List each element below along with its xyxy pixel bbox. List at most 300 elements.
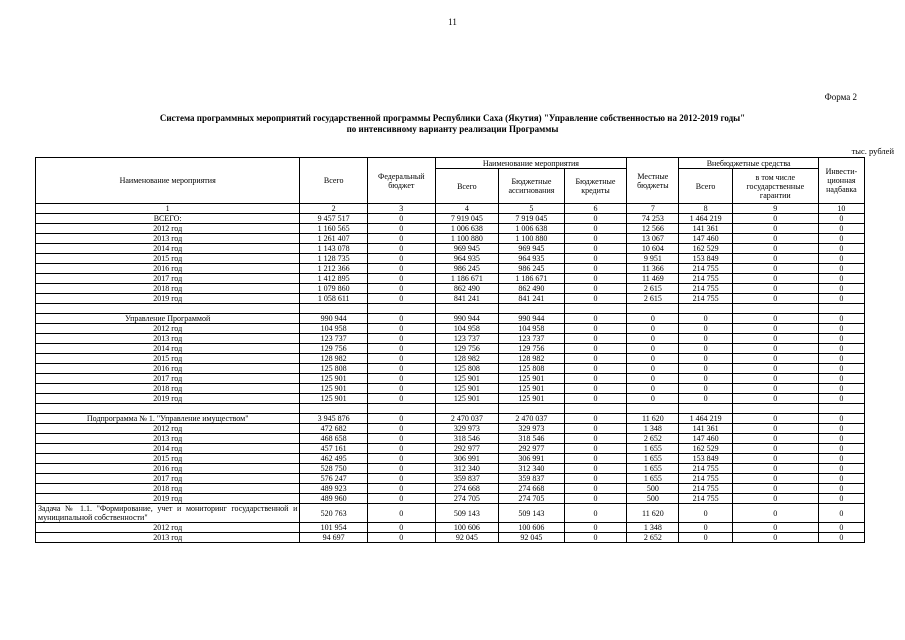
table-row — [36, 484, 865, 494]
value-cell: 489 923 — [300, 484, 368, 494]
value-cell: 125 808 — [300, 364, 368, 374]
value-cell: 0 — [818, 224, 864, 234]
table-row — [36, 454, 865, 464]
value-cell: 125 901 — [300, 384, 368, 394]
value-cell: 0 — [367, 224, 435, 234]
value-cell: 0 — [564, 334, 627, 344]
value-cell: 0 — [732, 274, 818, 284]
value-cell: 990 944 — [300, 314, 368, 324]
value-cell: 0 — [564, 244, 627, 254]
header-extrabudget-total: Всего — [679, 169, 732, 204]
table-row — [36, 414, 865, 424]
value-cell: 153 849 — [679, 454, 732, 464]
value-cell: 12 566 — [627, 224, 679, 234]
value-cell: 1 655 — [627, 474, 679, 484]
value-cell: 0 — [679, 364, 732, 374]
value-cell: 2 652 — [627, 434, 679, 444]
year-label: 2013 год — [36, 234, 300, 244]
year-label: 2018 год — [36, 384, 300, 394]
value-cell: 0 — [679, 324, 732, 334]
empty-cell — [367, 404, 435, 414]
value-cell: 0 — [627, 344, 679, 354]
value-cell: 312 340 — [435, 464, 499, 474]
value-cell: 92 045 — [499, 533, 565, 543]
value-cell: 0 — [627, 364, 679, 374]
value-cell: 0 — [818, 244, 864, 254]
value-cell: 214 755 — [679, 494, 732, 504]
empty-cell — [732, 404, 818, 414]
value-cell: 0 — [564, 354, 627, 364]
year-label: 2012 год — [36, 523, 300, 533]
value-cell: 0 — [564, 224, 627, 234]
document-title — [60, 113, 845, 135]
table-row — [36, 294, 865, 304]
value-cell: 509 143 — [435, 504, 499, 523]
value-cell: 0 — [367, 294, 435, 304]
value-cell: 468 658 — [300, 434, 368, 444]
value-cell: 0 — [679, 344, 732, 354]
value-cell: 862 490 — [435, 284, 499, 294]
value-cell: 359 837 — [499, 474, 565, 484]
value-cell: 0 — [732, 314, 818, 324]
value-cell: 0 — [367, 384, 435, 394]
table-row — [36, 474, 865, 484]
value-cell: 0 — [818, 354, 864, 364]
empty-cell — [627, 404, 679, 414]
value-cell: 990 944 — [499, 314, 565, 324]
value-cell: 1 348 — [627, 424, 679, 434]
year-label: 2014 год — [36, 444, 300, 454]
value-cell: 141 361 — [679, 224, 732, 234]
year-label: 2017 год — [36, 474, 300, 484]
value-cell: 0 — [367, 454, 435, 464]
year-label: 2012 год — [36, 324, 300, 334]
empty-cell — [564, 304, 627, 314]
value-cell: 0 — [367, 474, 435, 484]
value-cell: 1 006 638 — [435, 224, 499, 234]
value-cell: 329 973 — [435, 424, 499, 434]
value-cell: 0 — [732, 294, 818, 304]
value-cell: 0 — [367, 344, 435, 354]
value-cell: 0 — [732, 344, 818, 354]
col-number: 6 — [564, 204, 627, 214]
table-row — [36, 374, 865, 384]
value-cell: 0 — [818, 523, 864, 533]
empty-cell — [36, 304, 300, 314]
value-cell: 0 — [818, 264, 864, 274]
value-cell: 0 — [367, 364, 435, 374]
value-cell: 462 495 — [300, 454, 368, 464]
table-row — [36, 364, 865, 374]
value-cell: 0 — [679, 394, 732, 404]
value-cell: 214 755 — [679, 484, 732, 494]
value-cell: 129 756 — [435, 344, 499, 354]
value-cell: 0 — [367, 284, 435, 294]
value-cell: 0 — [367, 264, 435, 274]
value-cell: 0 — [679, 533, 732, 543]
value-cell: 153 849 — [679, 254, 732, 264]
value-cell: 125 901 — [499, 394, 565, 404]
empty-cell — [435, 304, 499, 314]
value-cell: 0 — [732, 444, 818, 454]
value-cell: 214 755 — [679, 294, 732, 304]
value-cell: 0 — [564, 504, 627, 523]
year-label: 2012 год — [36, 224, 300, 234]
value-cell: 2 470 037 — [499, 414, 565, 424]
value-cell: 0 — [564, 474, 627, 484]
value-cell: 274 668 — [435, 484, 499, 494]
table-row — [36, 334, 865, 344]
value-cell: 1 412 895 — [300, 274, 368, 284]
col-number: 8 — [679, 204, 732, 214]
value-cell: 0 — [732, 284, 818, 294]
value-cell: 0 — [564, 264, 627, 274]
value-cell: 0 — [627, 334, 679, 344]
value-cell: 0 — [818, 294, 864, 304]
value-cell: 0 — [564, 374, 627, 384]
table-row — [36, 354, 865, 364]
value-cell: 528 750 — [300, 464, 368, 474]
value-cell: 520 763 — [300, 504, 368, 523]
value-cell: 0 — [679, 384, 732, 394]
value-cell: 1 348 — [627, 523, 679, 533]
table-row — [36, 464, 865, 474]
value-cell: 0 — [679, 504, 732, 523]
value-cell: 100 606 — [435, 523, 499, 533]
value-cell: 0 — [818, 324, 864, 334]
header-invest: Инвести-ционная надбавка — [818, 158, 864, 204]
value-cell: 0 — [818, 394, 864, 404]
value-cell: 0 — [679, 523, 732, 533]
value-cell: 0 — [564, 444, 627, 454]
value-cell: 862 490 — [499, 284, 565, 294]
page-number: 11 — [448, 17, 457, 27]
value-cell: 0 — [564, 424, 627, 434]
value-cell: 990 944 — [435, 314, 499, 324]
value-cell: 1 143 078 — [300, 244, 368, 254]
value-cell: 92 045 — [435, 533, 499, 543]
value-cell: 1 261 407 — [300, 234, 368, 244]
value-cell: 0 — [732, 234, 818, 244]
table-row — [36, 274, 865, 284]
value-cell: 964 935 — [435, 254, 499, 264]
header-total: Всего — [300, 158, 368, 204]
value-cell: 0 — [732, 264, 818, 274]
year-label: 2018 год — [36, 484, 300, 494]
value-cell: 0 — [732, 334, 818, 344]
value-cell: 125 901 — [435, 384, 499, 394]
value-cell: 0 — [818, 214, 864, 224]
table-row — [36, 284, 865, 294]
value-cell: 0 — [818, 424, 864, 434]
value-cell: 0 — [732, 324, 818, 334]
value-cell: 274 705 — [435, 494, 499, 504]
value-cell: 318 546 — [435, 434, 499, 444]
value-cell: 100 606 — [499, 523, 565, 533]
header-measures-total: Всего — [435, 169, 499, 204]
empty-cell — [300, 404, 368, 414]
value-cell: 10 604 — [627, 244, 679, 254]
value-cell: 0 — [564, 254, 627, 264]
empty-cell — [435, 404, 499, 414]
value-cell: 0 — [564, 533, 627, 543]
value-cell: 0 — [732, 474, 818, 484]
year-label: 2017 год — [36, 274, 300, 284]
header-group-extrabudget: Внебюджетные средства — [679, 158, 818, 169]
value-cell: 457 161 — [300, 444, 368, 454]
unit-label: тыс. рублей — [851, 146, 894, 156]
value-cell: 214 755 — [679, 264, 732, 274]
empty-cell — [732, 304, 818, 314]
table-body — [36, 204, 865, 543]
header-state-guarantees: в том числе государственные гарантии — [732, 169, 818, 204]
value-cell: 1 655 — [627, 464, 679, 474]
value-cell: 0 — [818, 533, 864, 543]
value-cell: 125 901 — [435, 374, 499, 384]
column-numbers-row — [36, 204, 865, 214]
table-row — [36, 254, 865, 264]
value-cell: 1 100 880 — [499, 234, 565, 244]
value-cell: 0 — [367, 494, 435, 504]
value-cell: 0 — [818, 254, 864, 264]
table-row — [36, 324, 865, 334]
value-cell: 214 755 — [679, 464, 732, 474]
empty-cell — [679, 304, 732, 314]
value-cell: 1 186 671 — [499, 274, 565, 284]
value-cell: 1 464 219 — [679, 414, 732, 424]
value-cell: 359 837 — [435, 474, 499, 484]
value-cell: 0 — [564, 494, 627, 504]
value-cell: 1 006 638 — [499, 224, 565, 234]
value-cell: 162 529 — [679, 244, 732, 254]
title-line-1: Система программных мероприятий государственной программы Республики Саха (Якутия) "Управление собственностью на 2012-2019 годы" — [159, 113, 746, 123]
value-cell: 11 469 — [627, 274, 679, 284]
year-label: 2014 год — [36, 344, 300, 354]
value-cell: 0 — [732, 434, 818, 444]
table-row — [36, 214, 865, 224]
value-cell: 162 529 — [679, 444, 732, 454]
table-row — [36, 244, 865, 254]
value-cell: 0 — [367, 523, 435, 533]
empty-cell — [818, 404, 864, 414]
year-label: 2016 год — [36, 364, 300, 374]
value-cell: 0 — [564, 284, 627, 294]
value-cell: 214 755 — [679, 474, 732, 484]
value-cell: 125 901 — [499, 374, 565, 384]
value-cell: 0 — [818, 334, 864, 344]
value-cell: 74 253 — [627, 214, 679, 224]
year-label: 2015 год — [36, 454, 300, 464]
year-label: 2012 год — [36, 424, 300, 434]
value-cell: 125 901 — [499, 384, 565, 394]
value-cell: 7 919 045 — [499, 214, 565, 224]
value-cell: 1 655 — [627, 454, 679, 464]
value-cell: 1 655 — [627, 444, 679, 454]
value-cell: 0 — [818, 374, 864, 384]
value-cell: 0 — [818, 474, 864, 484]
value-cell: 0 — [679, 334, 732, 344]
table-row — [36, 424, 865, 434]
value-cell: 0 — [367, 533, 435, 543]
empty-cell — [564, 404, 627, 414]
value-cell: 489 960 — [300, 494, 368, 504]
header-budget-credits: Бюджетные кредиты — [564, 169, 627, 204]
value-cell: 0 — [367, 354, 435, 364]
value-cell: 0 — [732, 214, 818, 224]
year-label: 2016 год — [36, 464, 300, 474]
value-cell: 0 — [564, 394, 627, 404]
value-cell: 0 — [818, 464, 864, 474]
value-cell: 0 — [627, 314, 679, 324]
value-cell: 0 — [564, 434, 627, 444]
col-number: 3 — [367, 204, 435, 214]
value-cell: 3 945 876 — [300, 414, 368, 424]
value-cell: 0 — [818, 344, 864, 354]
header-group-measures: Наименование мероприятия — [435, 158, 627, 169]
value-cell: 0 — [679, 314, 732, 324]
value-cell: 576 247 — [300, 474, 368, 484]
col-number: 9 — [732, 204, 818, 214]
empty-cell — [499, 304, 565, 314]
year-label: 2018 год — [36, 284, 300, 294]
value-cell: 0 — [564, 364, 627, 374]
value-cell: 0 — [818, 494, 864, 504]
value-cell: 318 546 — [499, 434, 565, 444]
measure-name: Управление Программой — [36, 314, 300, 324]
year-label: 2013 год — [36, 434, 300, 444]
value-cell: 0 — [732, 484, 818, 494]
value-cell: 0 — [732, 224, 818, 234]
value-cell: 472 682 — [300, 424, 368, 434]
value-cell: 0 — [367, 244, 435, 254]
value-cell: 1 160 565 — [300, 224, 368, 234]
value-cell: 0 — [818, 484, 864, 494]
year-label: 2019 год — [36, 294, 300, 304]
value-cell: 0 — [818, 364, 864, 374]
value-cell: 0 — [818, 274, 864, 284]
value-cell: 0 — [367, 314, 435, 324]
value-cell: 94 697 — [300, 533, 368, 543]
value-cell: 0 — [818, 414, 864, 424]
value-cell: 101 954 — [300, 523, 368, 533]
year-label: 2013 год — [36, 334, 300, 344]
value-cell: 129 756 — [300, 344, 368, 354]
value-cell: 0 — [564, 384, 627, 394]
value-cell: 0 — [732, 533, 818, 543]
value-cell: 0 — [818, 234, 864, 244]
header-federal: Федеральный бюджет — [367, 158, 435, 204]
value-cell: 0 — [367, 214, 435, 224]
col-number: 4 — [435, 204, 499, 214]
value-cell: 0 — [818, 284, 864, 294]
value-cell: 0 — [367, 234, 435, 244]
value-cell: 125 901 — [435, 394, 499, 404]
value-cell: 0 — [732, 464, 818, 474]
value-cell: 292 977 — [499, 444, 565, 454]
spacer-row — [36, 304, 865, 314]
value-cell: 0 — [627, 374, 679, 384]
value-cell: 123 737 — [499, 334, 565, 344]
table-row — [36, 523, 865, 533]
value-cell: 1 058 611 — [300, 294, 368, 304]
value-cell: 147 460 — [679, 434, 732, 444]
value-cell: 0 — [564, 523, 627, 533]
value-cell: 9 951 — [627, 254, 679, 264]
value-cell: 0 — [818, 444, 864, 454]
value-cell: 1 212 366 — [300, 264, 368, 274]
value-cell: 0 — [818, 454, 864, 464]
header-name: Наименование мероприятия — [36, 158, 300, 204]
value-cell: 0 — [732, 414, 818, 424]
value-cell: 125 808 — [499, 364, 565, 374]
table-row — [36, 384, 865, 394]
table-row — [36, 314, 865, 324]
value-cell: 969 945 — [435, 244, 499, 254]
value-cell: 1 100 880 — [435, 234, 499, 244]
value-cell: 9 457 517 — [300, 214, 368, 224]
value-cell: 0 — [627, 324, 679, 334]
value-cell: 292 977 — [435, 444, 499, 454]
empty-cell — [367, 304, 435, 314]
value-cell: 0 — [732, 374, 818, 384]
value-cell: 329 973 — [499, 424, 565, 434]
value-cell: 0 — [367, 274, 435, 284]
value-cell: 0 — [367, 334, 435, 344]
value-cell: 128 982 — [435, 354, 499, 364]
value-cell: 0 — [367, 324, 435, 334]
table-row — [36, 234, 865, 244]
value-cell: 0 — [564, 294, 627, 304]
measure-name: Задача № 1.1. "Формирование, учет и мониторинг государственной и муниципальной собственности" — [36, 504, 300, 523]
col-number: 10 — [818, 204, 864, 214]
value-cell: 123 737 — [435, 334, 499, 344]
value-cell: 0 — [818, 434, 864, 444]
value-cell: 0 — [627, 384, 679, 394]
value-cell: 123 737 — [300, 334, 368, 344]
value-cell: 0 — [367, 394, 435, 404]
value-cell: 0 — [367, 374, 435, 384]
program-measures-table — [35, 157, 865, 543]
value-cell: 128 982 — [499, 354, 565, 364]
value-cell: 986 245 — [499, 264, 565, 274]
table-row — [36, 224, 865, 234]
value-cell: 128 982 — [300, 354, 368, 364]
empty-cell — [300, 304, 368, 314]
value-cell: 841 241 — [435, 294, 499, 304]
value-cell: 0 — [732, 354, 818, 364]
table-row — [36, 394, 865, 404]
value-cell: 125 808 — [435, 364, 499, 374]
value-cell: 0 — [732, 364, 818, 374]
value-cell: 0 — [564, 214, 627, 224]
year-label: 2014 год — [36, 244, 300, 254]
value-cell: 125 901 — [300, 394, 368, 404]
title-line-2: по интенсивному варианту реализации Программы — [346, 124, 559, 134]
value-cell: 841 241 — [499, 294, 565, 304]
value-cell: 2 652 — [627, 533, 679, 543]
value-cell: 0 — [732, 394, 818, 404]
value-cell: 0 — [627, 394, 679, 404]
value-cell: 1 186 671 — [435, 274, 499, 284]
value-cell: 964 935 — [499, 254, 565, 264]
empty-cell — [818, 304, 864, 314]
value-cell: 125 901 — [300, 374, 368, 384]
value-cell: 0 — [818, 504, 864, 523]
value-cell: 0 — [679, 354, 732, 364]
value-cell: 306 991 — [435, 454, 499, 464]
value-cell: 11 366 — [627, 264, 679, 274]
value-cell: 0 — [818, 384, 864, 394]
